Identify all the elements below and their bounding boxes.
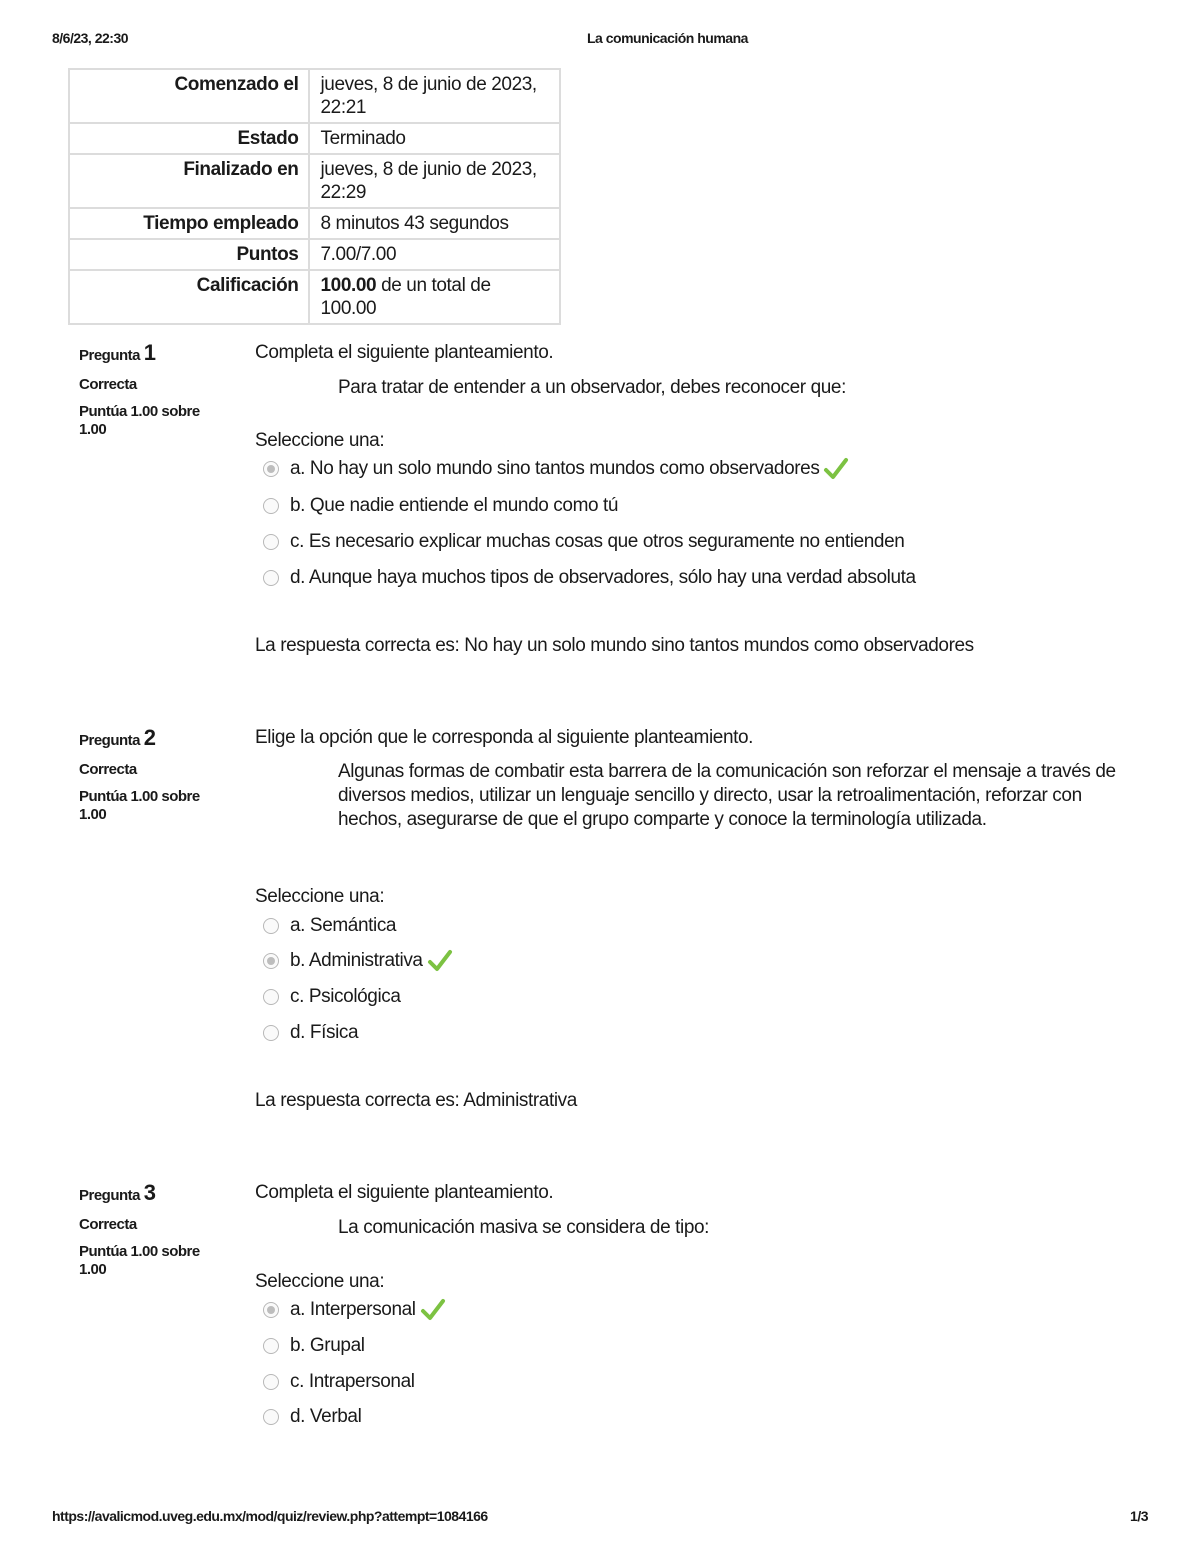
grade-value: 100.00	[320, 275, 377, 296]
summary-label: Comenzado el	[69, 69, 309, 123]
summary-row	[69, 239, 560, 270]
answer-option[interactable]	[263, 948, 453, 974]
radio-button[interactable]	[263, 918, 279, 934]
answer-option[interactable]	[263, 1369, 415, 1395]
page-url: https://avalicmod.uveg.edu.mx/mod/quiz/review.php?attempt=1084166	[52, 1508, 488, 1524]
question-state: Correcta	[79, 1216, 137, 1233]
check-icon	[420, 1297, 446, 1323]
question-number: 1	[143, 340, 156, 365]
check-icon	[427, 948, 453, 974]
question-number: 3	[143, 1180, 156, 1205]
summary-row	[69, 270, 560, 324]
answer-option[interactable]	[263, 1020, 358, 1046]
option-label: b. Administrativa	[290, 950, 423, 971]
summary-value: jueves, 8 de junio de 2023, 22:21	[309, 69, 560, 123]
option-label: d. Física	[290, 1022, 359, 1043]
answer-option[interactable]	[263, 456, 849, 482]
select-label: Seleccione una:	[255, 886, 385, 907]
summary-label: Tiempo empleado	[69, 208, 309, 239]
document-title: La comunicación humana	[587, 30, 748, 46]
summary-value: 8 minutos 43 segundos	[309, 208, 560, 239]
option-label: a. Interpersonal	[290, 1299, 416, 1320]
question-prompt: Algunas formas de combatir esta barrera de la comunicación son reforzar el mensaje a través de diversos medios, utilizar un lenguaje sencillo y directo, usar la retroalimentación, reforzar con hechos, asegurarse de que el grupo comparte y conoce la terminología utilizada.	[338, 761, 1116, 830]
grade-total: de un total de 100.00	[320, 275, 491, 319]
summary-value	[309, 270, 560, 324]
radio-selected[interactable]	[263, 461, 279, 477]
option-label: a. Semántica	[290, 915, 397, 936]
answer-option[interactable]	[263, 1297, 446, 1323]
question-grade: Puntúa 1.00 sobre 1.00	[79, 1243, 200, 1278]
summary-value: Terminado	[309, 123, 560, 154]
radio-button[interactable]	[263, 989, 279, 1005]
radio-button[interactable]	[263, 1025, 279, 1041]
print-datetime: 8/6/23, 22:30	[52, 30, 129, 46]
summary-label: Estado	[69, 123, 309, 154]
question-grade: Puntúa 1.00 sobre 1.00	[79, 788, 200, 823]
question-info	[79, 1180, 229, 1279]
option-label: c. Intrapersonal	[290, 1371, 415, 1392]
answer-option[interactable]	[263, 913, 396, 939]
answer-option[interactable]	[263, 529, 904, 555]
question-state: Correcta	[79, 761, 137, 778]
summary-label: Calificación	[69, 270, 309, 324]
print-footer	[52, 1508, 1148, 1528]
option-label: c. Psicológica	[290, 986, 401, 1007]
summary-label: Finalizado en	[69, 154, 309, 208]
question-grade: Puntúa 1.00 sobre 1.00	[79, 403, 200, 438]
question-state: Correcta	[79, 376, 137, 393]
radio-button[interactable]	[263, 498, 279, 514]
question-prompt: Para tratar de entender a un observador, debes reconocer que:	[338, 377, 846, 398]
question-label: Pregunta	[79, 732, 141, 749]
answer-option[interactable]	[263, 1404, 361, 1430]
answer-option[interactable]	[263, 565, 916, 591]
question-text: Completa el siguiente planteamiento.	[255, 342, 554, 363]
question-info	[79, 340, 229, 439]
answer-option[interactable]	[263, 984, 401, 1010]
radio-selected[interactable]	[263, 953, 279, 969]
check-icon	[823, 456, 849, 482]
radio-button[interactable]	[263, 1338, 279, 1354]
answer-option[interactable]	[263, 493, 618, 519]
radio-button[interactable]	[263, 534, 279, 550]
question-text: Elige la opción que le corresponda al siguiente planteamiento.	[255, 727, 754, 748]
summary-value: jueves, 8 de junio de 2023, 22:29	[309, 154, 560, 208]
summary-row	[69, 154, 560, 208]
summary-row	[69, 69, 560, 123]
summary-label: Puntos	[69, 239, 309, 270]
radio-selected[interactable]	[263, 1302, 279, 1318]
option-label: b. Grupal	[290, 1335, 365, 1356]
question-number: 2	[143, 725, 156, 750]
attempt-summary-table	[68, 68, 561, 325]
option-label: d. Aunque haya muchos tipos de observadores, sólo hay una verdad absoluta	[290, 567, 916, 588]
radio-button[interactable]	[263, 1374, 279, 1390]
correct-answer-feedback: La respuesta correcta es: No hay un solo mundo sino tantos mundos como observadores	[255, 635, 974, 656]
option-label: c. Es necesario explicar muchas cosas que otros seguramente no entienden	[290, 531, 905, 552]
option-label: a. No hay un solo mundo sino tantos mundos como observadores	[290, 458, 820, 479]
question-info	[79, 725, 229, 824]
print-header	[52, 30, 1148, 50]
page-number: 1/3	[1130, 1508, 1148, 1524]
correct-answer-feedback: La respuesta correcta es: Administrativa	[255, 1090, 577, 1111]
answer-option[interactable]	[263, 1333, 365, 1359]
question-label: Pregunta	[79, 347, 141, 364]
summary-row	[69, 123, 560, 154]
select-label: Seleccione una:	[255, 1271, 385, 1292]
option-label: d. Verbal	[290, 1406, 362, 1427]
option-label: b. Que nadie entiende el mundo como tú	[290, 495, 619, 516]
radio-button[interactable]	[263, 570, 279, 586]
summary-row	[69, 208, 560, 239]
question-prompt: La comunicación masiva se considera de tipo:	[338, 1217, 710, 1238]
select-label: Seleccione una:	[255, 430, 385, 451]
question-text: Completa el siguiente planteamiento.	[255, 1182, 554, 1203]
question-label: Pregunta	[79, 1187, 141, 1204]
radio-button[interactable]	[263, 1409, 279, 1425]
summary-value: 7.00/7.00	[309, 239, 560, 270]
